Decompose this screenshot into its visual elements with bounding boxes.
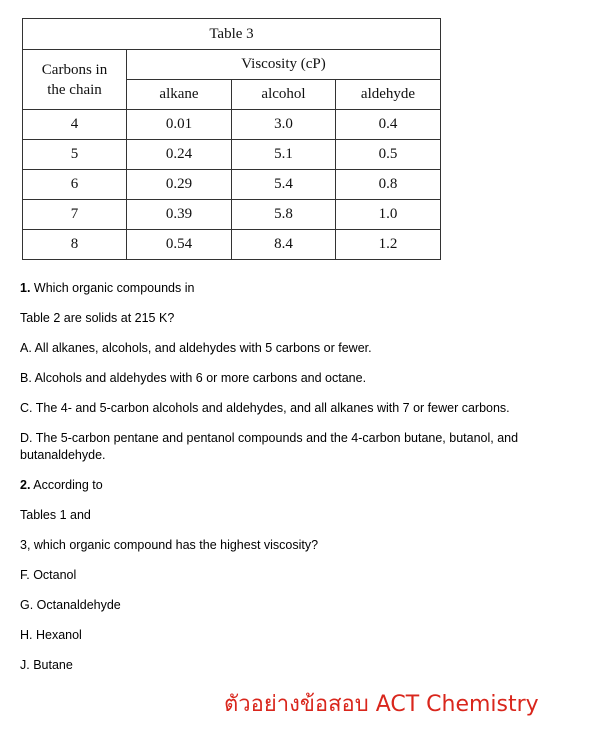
table-caption: Table 3	[23, 19, 441, 50]
alcohol-cell: 5.4	[232, 170, 336, 200]
alcohol-cell: 8.4	[232, 230, 336, 260]
table-row	[23, 110, 441, 140]
carbons-cell: 8	[23, 230, 127, 260]
question-1-number: 1.	[20, 281, 31, 295]
carbons-header-line-2: the chain	[47, 81, 102, 98]
question-2-stem-text: According to	[33, 478, 103, 492]
alkane-cell: 0.29	[127, 170, 232, 200]
aldehyde-cell: 1.2	[336, 230, 441, 260]
alcohol-cell: 5.1	[232, 140, 336, 170]
question-2-stem-line-1	[20, 477, 580, 494]
alkane-cell: 0.01	[127, 110, 232, 140]
aldehyde-cell: 1.0	[336, 200, 441, 230]
question-2-option-g: G. Octanaldehyde	[20, 598, 121, 612]
question-2-option-j: J. Butane	[20, 658, 73, 672]
aldehyde-cell: 0.4	[336, 110, 441, 140]
column-header-alkane: alkane	[127, 80, 232, 110]
question-2-option-f: F. Octanol	[20, 568, 77, 582]
viscosity-table-container	[22, 18, 441, 260]
carbons-cell: 7	[23, 200, 127, 230]
questions-section	[20, 280, 580, 687]
question-2-number: 2.	[20, 478, 31, 492]
column-header-aldehyde: aldehyde	[336, 80, 441, 110]
alkane-cell: 0.24	[127, 140, 232, 170]
alkane-cell: 0.39	[127, 200, 232, 230]
table-row	[23, 230, 441, 260]
question-1-option-d: D. The 5-carbon pentane and pentanol compounds and the 4-carbon butane, butanol, and butanaldehyde.	[20, 431, 519, 462]
carbons-cell: 6	[23, 170, 127, 200]
question-1-stem-text: Which organic compounds in	[33, 281, 195, 295]
question-1-option-c: C. The 4- and 5-carbon alcohols and aldehydes, and all alkanes with 7 or fewer carbons.	[20, 401, 510, 415]
question-2-stem-line-3: 3, which organic compound has the highest viscosity?	[20, 538, 319, 552]
question-1-option-b: B. Alcohols and aldehydes with 6 or more carbons and octane.	[20, 371, 367, 385]
table-row	[23, 140, 441, 170]
alkane-cell: 0.54	[127, 230, 232, 260]
aldehyde-cell: 0.8	[336, 170, 441, 200]
question-2-stem-line-2: Tables 1 and	[20, 508, 91, 522]
column-header-alcohol: alcohol	[232, 80, 336, 110]
alcohol-cell: 5.8	[232, 200, 336, 230]
viscosity-group-header: Viscosity (cP)	[127, 50, 441, 80]
table-row	[23, 200, 441, 230]
question-2-option-h: H. Hexanol	[20, 628, 82, 642]
viscosity-table	[22, 18, 441, 260]
question-1-stem-line-1	[20, 280, 580, 297]
watermark-text: ตัวอย่างข้อสอบ ACT Chemistry	[224, 692, 539, 717]
carbons-cell: 5	[23, 140, 127, 170]
question-1-stem-line-2: Table 2 are solids at 215 K?	[20, 311, 175, 325]
carbons-column-header	[23, 50, 127, 110]
alcohol-cell: 3.0	[232, 110, 336, 140]
table-row	[23, 170, 441, 200]
question-1-option-a: A. All alkanes, alcohols, and aldehydes with 5 carbons or fewer.	[20, 341, 372, 355]
aldehyde-cell: 0.5	[336, 140, 441, 170]
carbons-header-line-1: Carbons in	[41, 61, 108, 78]
carbons-cell: 4	[23, 110, 127, 140]
